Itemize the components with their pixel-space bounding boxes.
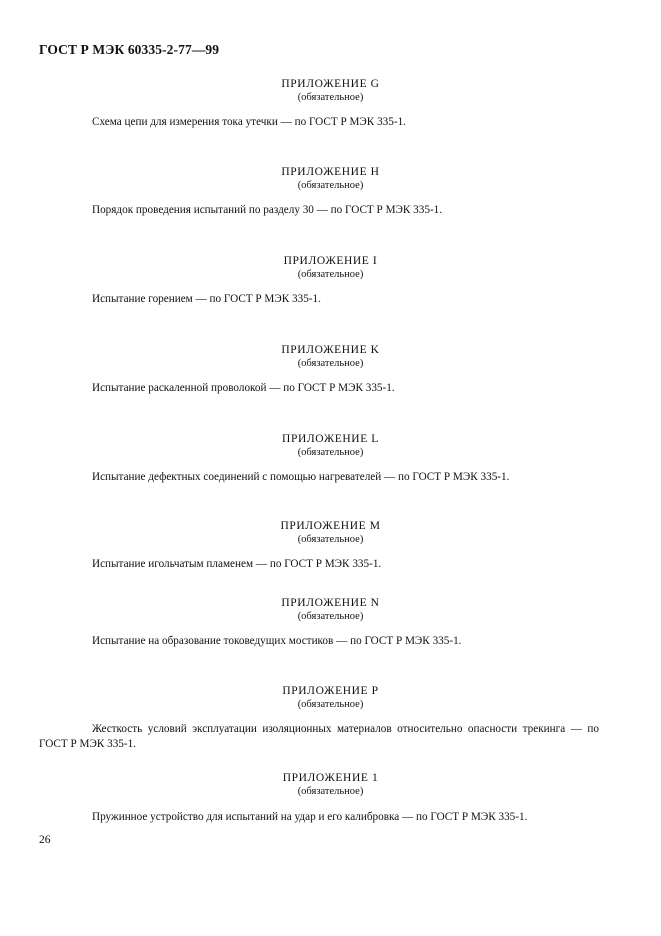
appendix-status: (обязательное)	[297, 611, 364, 622]
appendix-status: (обязательное)	[297, 699, 364, 710]
appendix-title: ПРИЛОЖЕНИЕ H	[281, 166, 380, 178]
appendix-text: Испытание дефектных соединений с помощью нагревателей — по ГОСТ Р МЭК 335-1.	[92, 471, 510, 483]
appendix-status: (обязательное)	[297, 180, 364, 191]
appendix-status: (обязательное)	[297, 534, 364, 545]
appendix-text: Схема цепи для измерения тока утечки — по ГОСТ Р МЭК 335-1.	[92, 116, 406, 128]
appendix-title: ПРИЛОЖЕНИЕ K	[281, 344, 380, 356]
appendix-text: Испытание игольчатым пламенем — по ГОСТ Р МЭК 335-1.	[92, 558, 382, 570]
appendix-text: Пружинное устройство для испытаний на удар и его калибровка — по ГОСТ Р МЭК 335-1.	[92, 811, 528, 823]
appendix-status: (обязательное)	[297, 786, 364, 797]
appendix-text: Порядок проведения испытаний по разделу 30 — по ГОСТ Р МЭК 335-1.	[92, 204, 443, 216]
appendix-title: ПРИЛОЖЕНИЕ N	[281, 597, 380, 609]
appendix-text: Испытание горением — по ГОСТ Р МЭК 335-1.	[92, 293, 321, 305]
appendix-title: ПРИЛОЖЕНИЕ G	[281, 78, 380, 90]
appendix-status: (обязательное)	[297, 269, 364, 280]
appendix-title: ПРИЛОЖЕНИЕ I	[283, 255, 378, 267]
appendix-title: ПРИЛОЖЕНИЕ M	[280, 520, 381, 532]
appendix-title: ПРИЛОЖЕНИЕ P	[282, 685, 379, 697]
appendix-title: ПРИЛОЖЕНИЕ L	[282, 433, 379, 445]
appendix-status: (обязательное)	[297, 447, 364, 458]
appendix-status: (обязательное)	[297, 92, 364, 103]
appendix-text: Испытание на образование токоведущих мостиков — по ГОСТ Р МЭК 335-1.	[92, 635, 462, 647]
page-number: 26	[39, 834, 51, 846]
appendix-text: Испытание раскаленной проволокой — по ГОСТ Р МЭК 335-1.	[92, 382, 395, 394]
document-header-code: ГОСТ Р МЭК 60335-2-77—99	[39, 42, 220, 57]
appendix-status: (обязательное)	[297, 358, 364, 369]
appendix-text: Жесткость условий эксплуатации изоляционных материалов относительно опасности трекинга — по ГОСТ Р МЭК 335-1.	[39, 723, 599, 750]
appendix-title: ПРИЛОЖЕНИЕ 1	[282, 772, 379, 784]
